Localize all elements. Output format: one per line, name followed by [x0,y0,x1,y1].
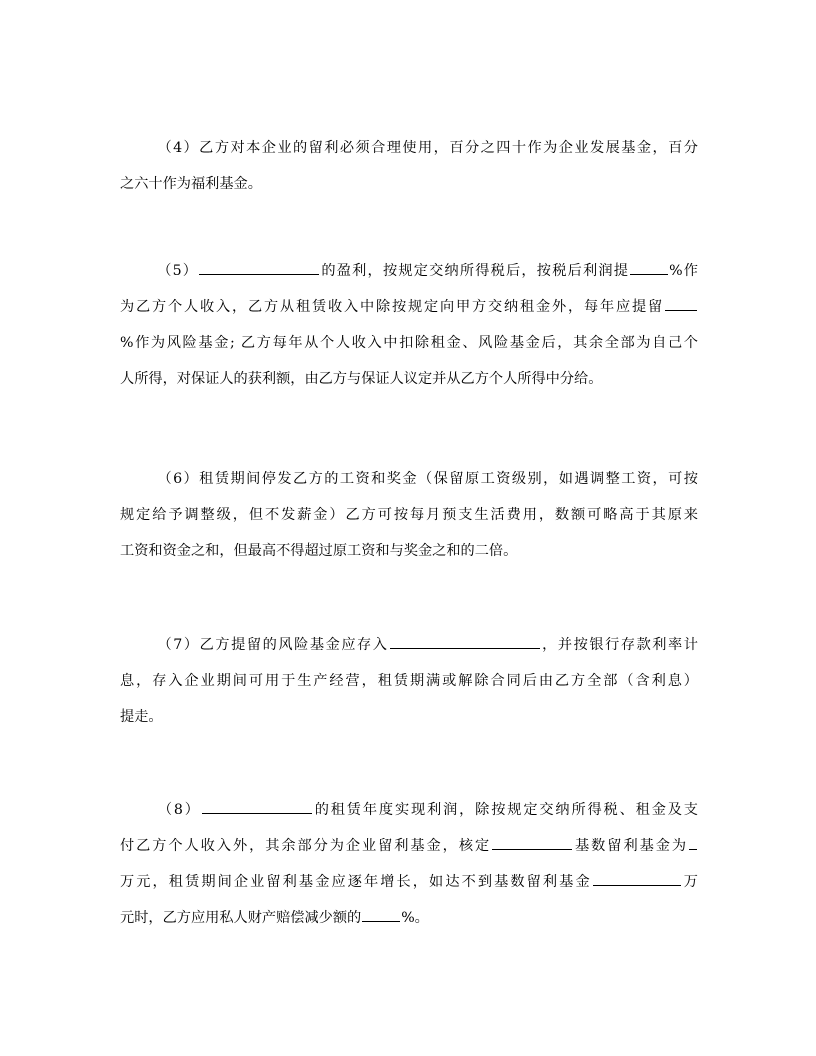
clause-8 [120,792,698,936]
clause-line [120,663,698,699]
clause-text: （5） [156,263,199,279]
fill-in-blank[interactable] [689,836,697,850]
clause-text: （4）乙方对本企业的留利必须合理使用，百分之四十作为企业发展基金，百分 [156,140,698,156]
clause-line [120,699,698,735]
clause-line [120,533,698,569]
clause-text: 基数留利基金为 [573,838,688,854]
clause-text: 人所得，对保证人的获利额，由乙方与保证人议定并从乙方个人所得中分给。 [120,371,603,387]
clause-text: （6）租赁期间停发乙方的工资和奖金（保留原工资级别，如遇调整工资，可按 [156,471,698,487]
clause-text: %。 [401,910,429,926]
clause-line [120,497,698,533]
clause-text: %作为风险基金; 乙方每年从个人收入中扣除租金、风险基金后，其余全部为自己个 [120,335,698,351]
clause-text: 万元，租赁期间企业留利基金应逐年增长，如达不到基数留利基金 [120,874,592,890]
clause-6 [120,461,698,569]
clause-text: 之六十作为福利基金。 [120,176,262,192]
clause-text: （8） [156,802,201,818]
clause-line [120,461,698,497]
clause-text: 的盈利，按规定交纳所得税后，按税后利润提 [320,263,630,279]
clause-text: 的租赁年度实现利润，除按规定交纳所得税、租金及支 [312,802,698,818]
clause-text: 工资和资金之和，但最高不得超过原工资和与奖金之和的二倍。 [120,543,518,559]
clause-text: 提走。 [120,709,163,725]
clause-text: 息，存入企业期间可用于生产经营，租赁期满或解除合同后由乙方全部（含利息） [120,673,698,689]
clause-text: 规定给予调整级，但不发薪金）乙方可按每月预支生活费用，数额可略高于其原来 [120,507,698,523]
clause-7 [120,627,698,735]
clause-text: （7）乙方提留的风险基金应存入 [156,637,389,653]
fill-in-blank[interactable] [630,261,668,275]
clause-line [120,627,698,663]
clause-text: %作 [669,263,698,279]
fill-in-blank[interactable] [593,872,681,886]
clause-line [120,166,698,202]
fill-in-blank[interactable] [492,836,572,850]
clause-text: 元时，乙方应用私人财产赔偿减少额的 [120,910,362,926]
fill-in-blank[interactable] [665,297,697,311]
clause-line [120,792,698,828]
fill-in-blank[interactable] [202,800,312,814]
clause-text: ，并按银行存款利率计 [540,637,698,653]
clause-text: 为乙方个人收入，乙方从租赁收入中除按规定向甲方交纳租金外，每年应提留 [120,299,664,315]
clause-line [120,289,698,325]
clause-5 [120,253,698,397]
fill-in-blank[interactable] [390,635,540,649]
fill-in-blank[interactable] [362,908,400,922]
clause-line [120,900,698,936]
clause-line [120,325,698,361]
clause-line [120,130,698,166]
fill-in-blank[interactable] [199,261,319,275]
clause-line [120,361,698,397]
clause-line [120,253,698,289]
clause-4 [120,130,698,202]
clause-line [120,828,698,864]
clause-line [120,864,698,900]
clause-text: 万 [681,874,698,890]
clause-text: 付乙方个人收入外，其余部分为企业留利基金，核定 [120,838,492,854]
